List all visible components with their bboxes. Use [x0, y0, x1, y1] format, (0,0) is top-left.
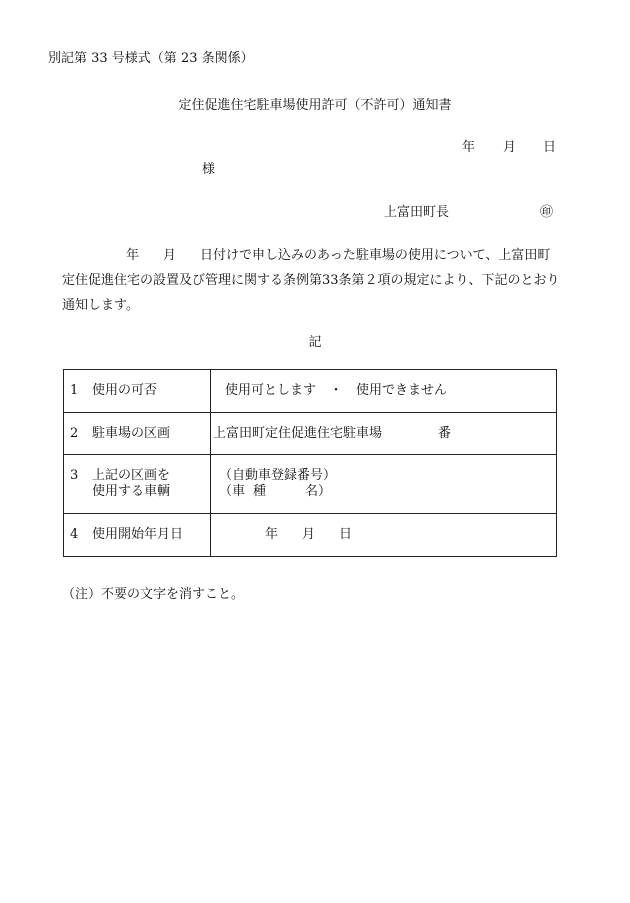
body-line2: 定住促進住宅の設置及び管理に関する条例第33条第２項の規定により、下記のとおり [62, 273, 560, 288]
body-line3: 通知します。 [62, 298, 139, 313]
row-label: 1 使用の可否 [64, 370, 211, 413]
issuer-name: 上富田町長 [384, 205, 450, 220]
note-text: （注）不要の文字を消すこと。 [62, 587, 245, 602]
row-label: 3 上記の区画を 使用する車輌 [64, 455, 211, 514]
body-paragraph [62, 243, 574, 318]
info-table [63, 369, 557, 557]
ki-heading: 記 [308, 335, 322, 350]
table-row [64, 455, 557, 514]
table-row [64, 413, 557, 455]
table-row [64, 370, 557, 413]
body-month: 月 [163, 248, 177, 263]
row-value: 年 月 日 [211, 514, 557, 557]
seal-mark: ㊞ [540, 205, 554, 220]
row-value: （自動車登録番号） （車 種 名） [211, 455, 557, 514]
date-day-label: 日 [543, 140, 557, 155]
body-year: 年 [126, 248, 140, 263]
addressee-honorific: 様 [202, 162, 216, 177]
row-label: 2 駐車場の区画 [64, 413, 211, 455]
date-year-label: 年 [462, 140, 476, 155]
row-value: 使用可とします ・ 使用できません [211, 370, 557, 413]
document-title: 定住促進住宅駐車場使用許可（不許可）通知書 [178, 98, 452, 113]
body-line1: 日付けで申し込みのあった駐車場の使用について、上富田町 [200, 248, 551, 263]
row-value: 上富田町定住促進住宅駐車場 番 [211, 413, 557, 455]
form-number: 別記第 33 号様式（第 23 条関係） [48, 51, 254, 66]
date-month-label: 月 [503, 140, 517, 155]
table-row [64, 514, 557, 557]
row-label: 4 使用開始年月日 [64, 514, 211, 557]
